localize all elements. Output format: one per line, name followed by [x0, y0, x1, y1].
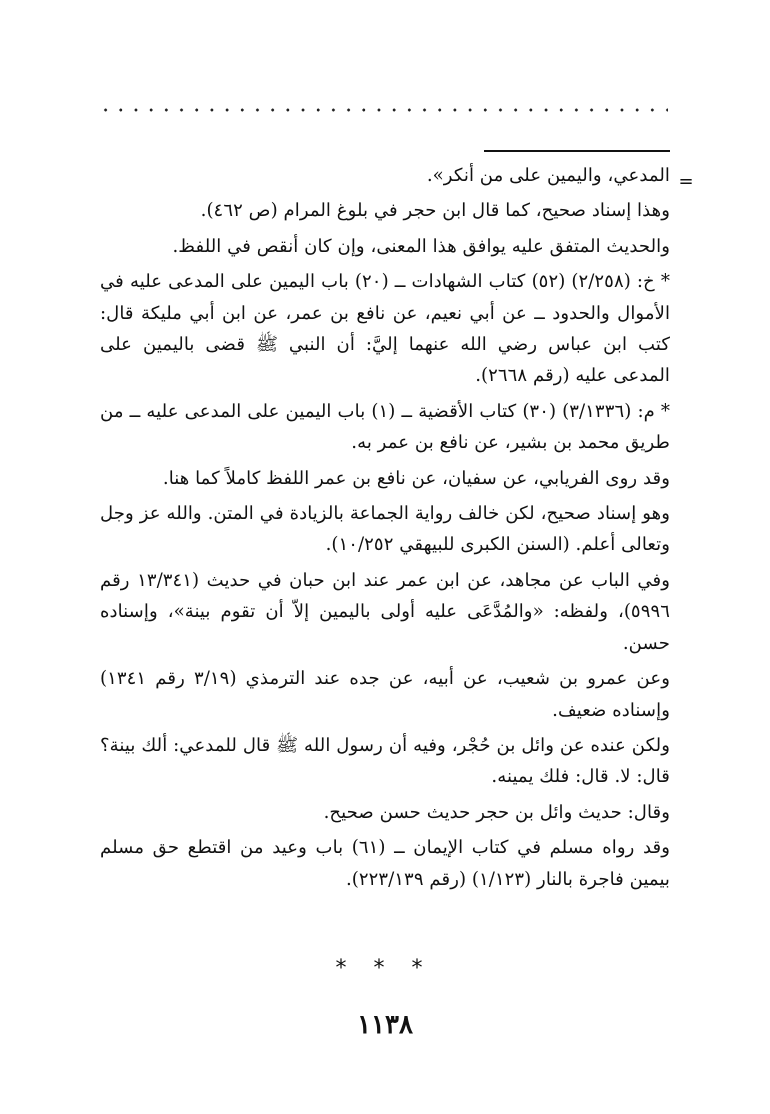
- page-number: ١١٣٨: [357, 1010, 413, 1040]
- footnote-paragraph: وفي الباب عن مجاهد، عن ابن عمر عند ابن حبان في حديث (١٣/٣٤١ رقم ٥٩٩٦)، ولفظه: «والمُدَّعَى عليه أولى باليمين إلاّ أن تقوم بينة»، وإسناده حسن.: [100, 569, 670, 654]
- footnote-paragraph: وعن عمرو بن شعيب، عن أبيه، عن جده عند الترمذي (٣/١٩ رقم ١٣٤١) وإسناده ضعيف.: [100, 668, 670, 721]
- footnote-paragraph: وقال: حديث وائل بن حجر حديث حسن صحيح.: [323, 801, 670, 823]
- section-separator-stars: * * *: [335, 956, 433, 981]
- footnote-paragraph: وقد رواه مسلم في كتاب الإيمان ــ (٦١) باب وعيد من اقتطع حق مسلم بيمين فاجرة بالنار (١/١٢٣) (رقم ٢٢٣/١٣٩).: [100, 837, 670, 890]
- footnote-paragraph: وهذا إسناد صحيح، كما قال ابن حجر في بلوغ المرام (ص ٤٦٢).: [200, 200, 670, 222]
- dotted-separator: [98, 106, 668, 114]
- footnote-paragraph: * خ: (٢/٢٥٨) (٥٢) كتاب الشهادات ــ (٢٠) باب اليمين على المدعى عليه في الأموال والحدود ــ عن أبي نعيم، عن نافع بن عمر، عن ابن أبي مليكة قال: كتب ابن عباس رضي الله عنهما إليَّ: أن النبي ﷺ قضى باليمين على المدعى عليه (رقم ٢٦٦٨).: [100, 271, 670, 387]
- footnote-paragraph: وهو إسناد صحيح، لكن خالف رواية الجماعة بالزيادة في المتن. والله عز وجل وتعالى أعلم. (السنن الكبرى للبيهقي ١٠/٢٥٢).: [100, 503, 670, 556]
- continuation-mark: =: [678, 171, 694, 192]
- footnote-paragraph: * م: (٣/١٣٣٦) (٣٠) كتاب الأقضية ــ (١) باب اليمين على المدعى عليه ــ من طريق محمد بن بشير، عن نافع بن عمر به.: [100, 400, 671, 454]
- footnote-paragraph: ولكن عنده عن وائل بن حُجْر، وفيه أن رسول الله ﷺ قال للمدعي: ألك بينة؟ قال: لا. قال: فلك يمينه.: [100, 734, 670, 788]
- footnote-paragraph: والحديث المتفق عليه يوافق هذا المعنى، وإن كان أنقص في اللفظ.: [172, 235, 670, 257]
- footnote-paragraph: وقد روى الفريابي، عن سفيان، عن نافع بن عمر اللفظ كاملاً كما هنا.: [162, 467, 670, 489]
- footnote-text: [100, 160, 670, 899]
- footnote-rule: [484, 150, 670, 152]
- footnote-paragraph: المدعي، واليمين على من أنكر».: [426, 165, 670, 186]
